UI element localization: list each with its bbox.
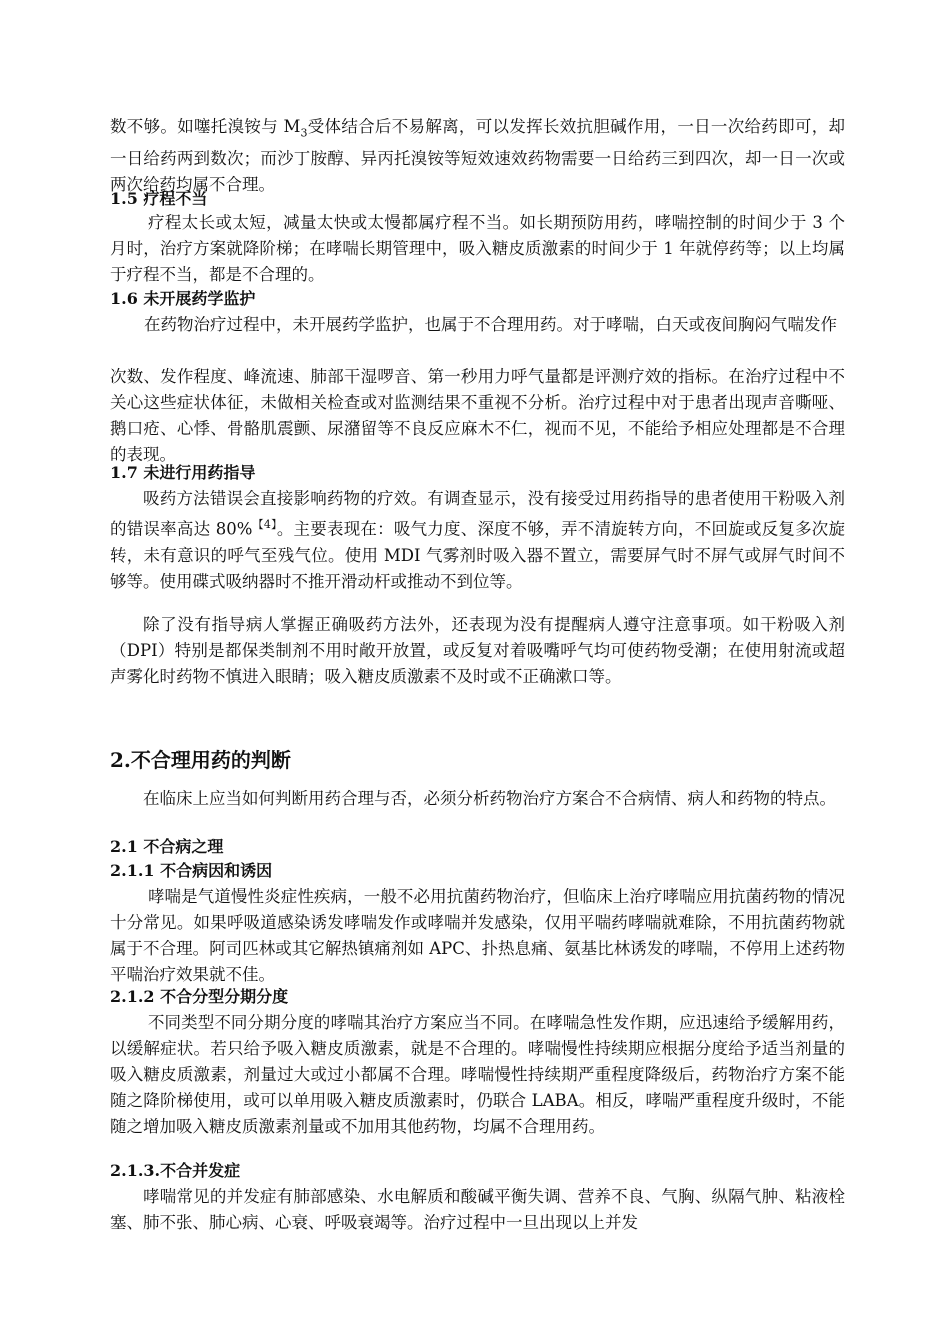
paragraph-2: 在临床上应当如何判断用药合理与否，必须分析药物治疗方案合不合病情、病人和药物的特点。 [143,789,836,808]
paragraph-2-1-1: 哮喘是气道慢性炎症性疾病，一般不必用抗菌药物治疗，但临床上治疗哮喘应用抗菌药物的情况十分常见。如果呼吸道感染诱发哮喘发作或哮喘并发感染，仅用平喘药哮喘就难除，不用抗菌药物就属于不合理。阿司匹林或其它解热镇痛剂如 APC、扑热息痛、氨基比林诱发的哮喘，不停用上述药物平喘治疗效果就不佳。 [110,887,845,984]
heading-2-1-2: 2.1.2 不合分型分期分度 [110,987,289,1006]
citation-ref: 【4】 [252,518,277,531]
subscript: 3 [300,126,308,140]
paragraph-1-6-b: 次数、发作程度、峰流速、肺部干湿啰音、第一秒用力呼气量都是评测疗效的指标。在治疗过程中不关心这些症状体征，未做相关检查或对监测结果不重视不分析。治疗过程中对于患者出现声音嘶哑、鹅口疮、心悸、骨骼肌震颤、尿潴留等不良反应麻木不仁，视而不见，不能给予相应处理都是不合理的表现。 [110,367,845,464]
heading-2-1-3: 2.1.3.不合并发症 [110,1161,241,1180]
text-run: 受体结合后不易解离，可以发挥长效抗胆碱作用，一日一次给药即可，却一日给药两到数次；而沙丁胺醇、异丙托溴铵等短效速效药物需要一日给药三到四次，却一日一次或两次给药均属不合理。 [110,117,846,195]
paragraph-dosing-frequency [110,114,845,198]
text-run: 数不够。如噻托溴铵与 M [110,117,301,136]
paragraph-1-7-a [110,486,845,595]
paragraph-2-1-3: 哮喘常见的并发症有肺部感染、水电解质和酸碱平衡失调、营养不良、气胸、纵隔气肿、粘液栓塞、肺不张、肺心病、心衰、呼吸衰竭等。治疗过程中一旦出现以上并发 [110,1187,845,1232]
paragraph-1-6-a: 在药物治疗过程中，未开展药学监护，也属于不合理用药。对于哮喘，白天或夜间胸闷气喘发作 [144,315,837,334]
heading-1-6: 1.6 未开展药学监护 [110,289,256,308]
heading-1-7: 1.7 未进行用药指导 [110,463,256,482]
heading-2-1-1: 2.1.1 不合病因和诱因 [110,861,273,880]
heading-2: 2.不合理用药的判断 [110,748,291,772]
paragraph-1-7-b: 除了没有指导病人掌握正确吸药方法外，还表现为没有提醒病人遵守注意事项。如干粉吸入剂（DPI）特别是都保类制剂不用时敞开放置，或反复对着吸嘴呼气均可使药物受潮；在使用射流或超声雾化时药物不慎进入眼睛；吸入糖皮质激素不及时或不正确漱口等。 [110,615,845,686]
paragraph-2-1-2: 不同类型不同分期分度的哮喘其治疗方案应当不同。在哮喘急性发作期，应迅速给予缓解用药，以缓解症状。若只给予吸入糖皮质激素，就是不合理的。哮喘慢性持续期应根据分度给予适当剂量的吸入糖皮质激素，剂量过大或过小都属不合理。哮喘慢性持续期严重程度降级后，药物治疗方案不能随之降阶梯使用，或可以单用吸入糖皮质激素时，仍联合 LABA。相反，哮喘严重程度升级时，不能随之增加吸入糖皮质激素剂量或不加用其他药物，均属不合理用药。 [110,1013,845,1136]
heading-1-5: 1.5 疗程不当 [110,189,208,208]
text-run: 。主要表现在：吸气力度、深度不够，弄不清旋转方向，不回旋或反复多次旋转，未有意识的呼气至残气位。使用 MDI 气雾剂时吸入器不置立，需要屏气时不屏气或屏气时间不够等。使用碟式吸纳器时不推开滑动杆或推动不到位等。 [110,519,846,591]
paragraph-1-5: 疗程太长或太短，减量太快或太慢都属疗程不当。如长期预防用药，哮喘控制的时间少于 3 个月时，治疗方案就降阶梯；在哮喘长期管理中，吸入糖皮质激素的时间少于 1 年就停药等；以上均属于疗程不当，都是不合理的。 [110,213,845,284]
heading-2-1: 2.1 不合病之理 [110,837,224,856]
text-run: 吸药方法错误会直接影响药物的疗效。有调查显示，没有接受过用药指导的患者使用干粉吸入剂的错误率高达 80% [110,489,845,539]
